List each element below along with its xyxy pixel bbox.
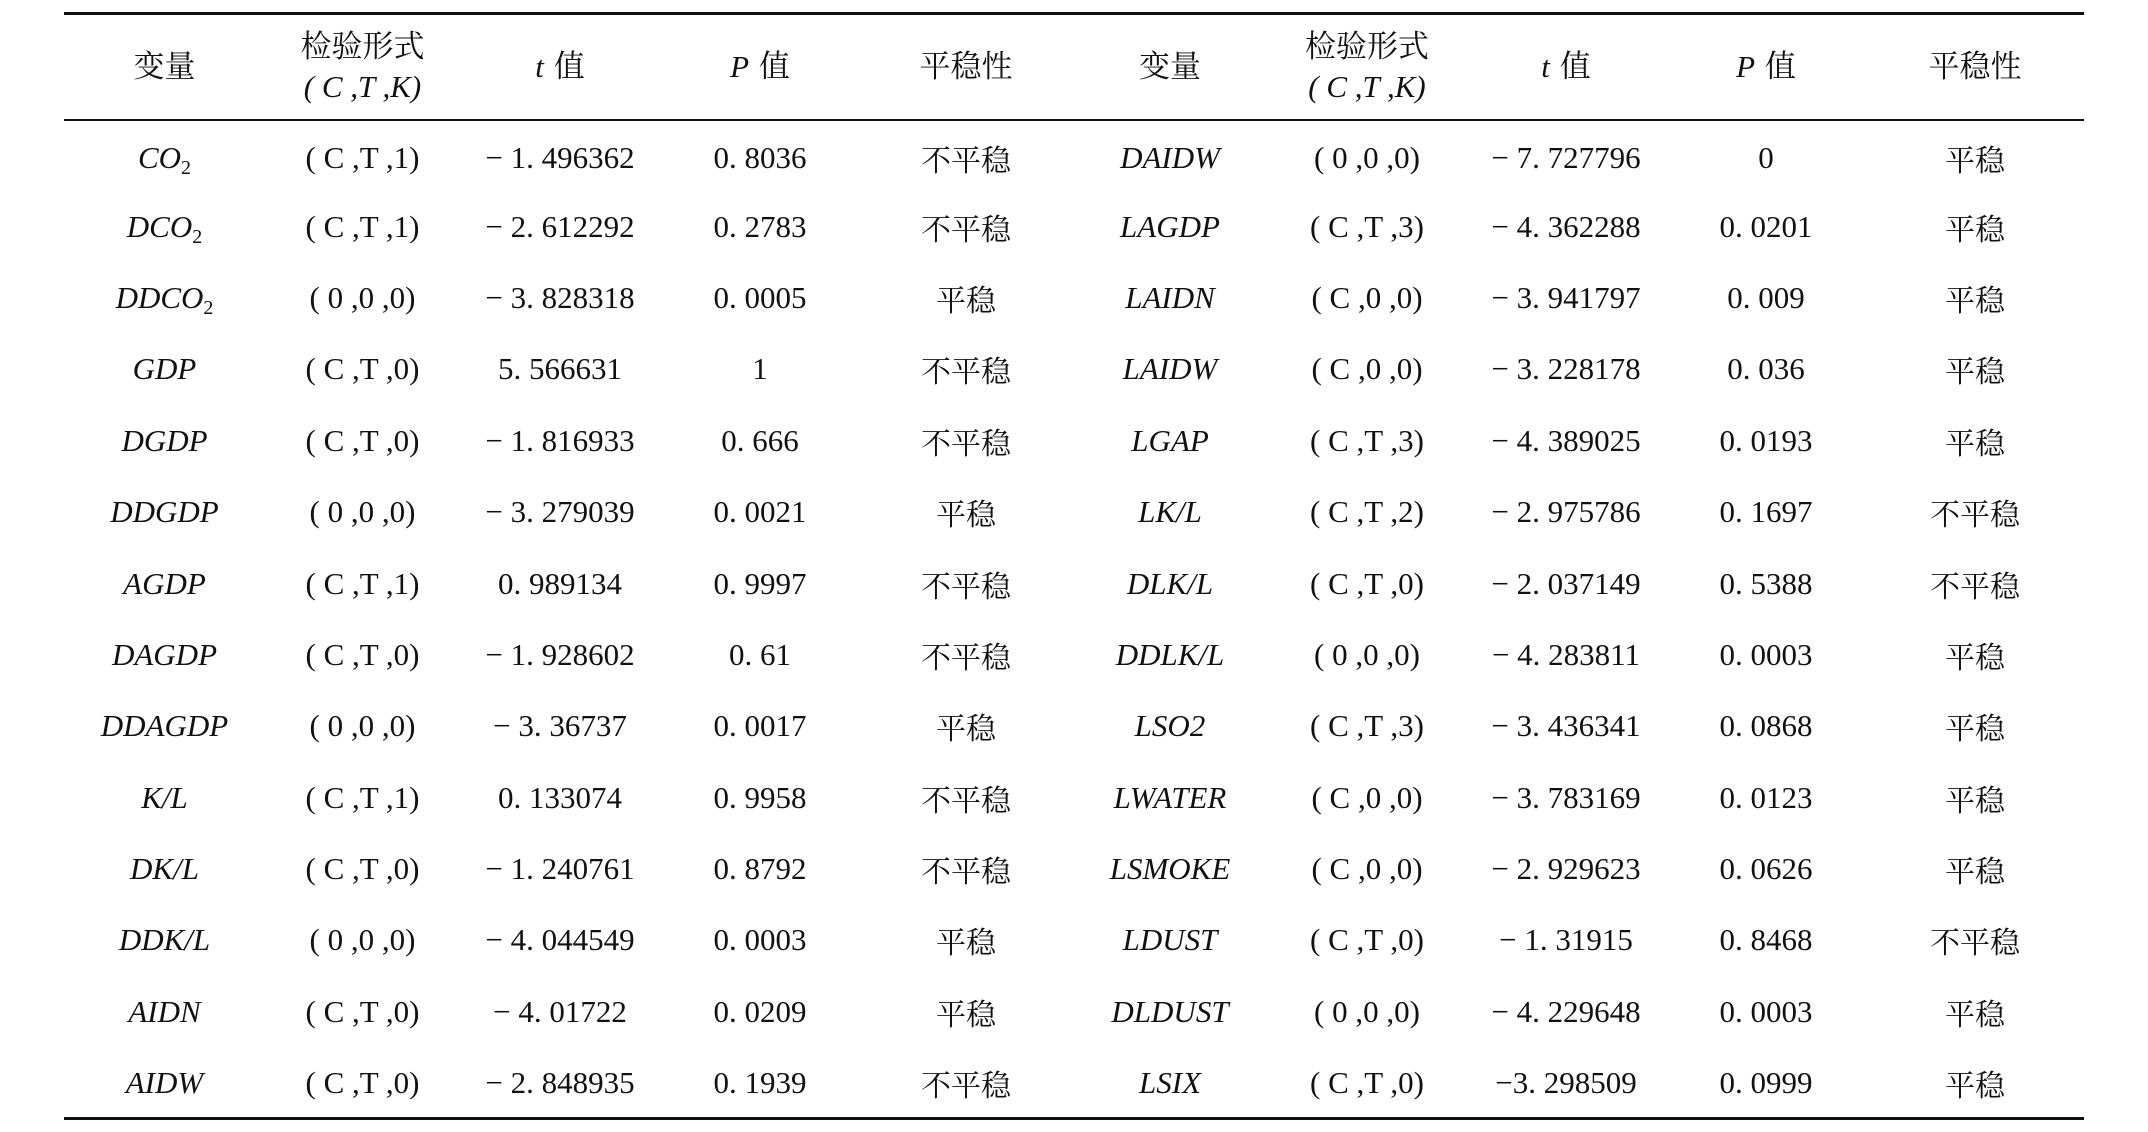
variable-name: LGAP	[1131, 422, 1209, 458]
test-form-cell: ( 0 ,0 ,0)	[309, 279, 416, 315]
t-value-cell: − 2. 037149	[1491, 565, 1641, 601]
stationarity-cell: 平稳	[1945, 1068, 2005, 1104]
variable-cell	[1072, 476, 1268, 547]
p-value-cell: 0. 8468	[1719, 922, 1813, 958]
stationarity-cell: 不平稳	[921, 569, 1011, 605]
t-value-cell: − 1. 240761	[485, 851, 635, 887]
test-form-cell: ( C ,T ,1)	[305, 139, 420, 175]
test-form-cell: ( C ,T ,0)	[305, 1064, 420, 1100]
test-form-cell: ( 0 ,0 ,0)	[309, 708, 416, 744]
variable-cell	[64, 691, 265, 762]
variable-name: DK/L	[130, 851, 199, 887]
header-variable: 变量	[133, 48, 196, 85]
table-row	[64, 405, 2084, 476]
variable-cell	[1072, 833, 1268, 904]
t-value-cell: − 3. 436341	[1491, 708, 1641, 744]
t-value-cell: − 4. 283811	[1491, 636, 1641, 672]
variable-cell	[64, 476, 265, 547]
stationarity-cell: 不平稳	[1930, 498, 2020, 534]
variable-cell	[64, 262, 265, 333]
stationarity-cell: 平稳	[1945, 355, 2005, 391]
t-value-cell: − 4. 362288	[1491, 208, 1641, 244]
p-value-cell: 0. 8792	[713, 851, 807, 887]
variable-name: DAGDP	[111, 636, 218, 672]
unit-root-test-table-container	[64, 12, 2084, 1120]
test-form-cell: ( C ,T ,1)	[305, 565, 420, 601]
t-value-cell: 5. 566631	[498, 351, 622, 387]
stationarity-cell: 平稳	[1945, 783, 2005, 819]
test-form-cell: ( C ,T ,3)	[1310, 708, 1424, 744]
variable-cell	[64, 405, 265, 476]
variable-name: LAIDW	[1122, 351, 1218, 387]
t-value-cell: − 2. 612292	[485, 208, 635, 244]
test-form-cell: ( C ,T ,3)	[1310, 422, 1424, 458]
variable-name: DDGDP	[110, 494, 219, 530]
t-value-cell: − 3. 36737	[493, 708, 627, 744]
stationarity-cell: 平稳	[1945, 640, 2005, 676]
t-value-cell: −3. 298509	[1495, 1064, 1637, 1100]
p-value-cell: 0. 0868	[1719, 708, 1813, 744]
table-row	[64, 619, 2084, 690]
test-form-cell: ( C ,0 ,0)	[1311, 851, 1423, 887]
variable-name: AIDW	[125, 1064, 204, 1100]
test-form-cell: ( 0 ,0 ,0)	[309, 494, 416, 530]
variable-name: DDLK/L	[1115, 636, 1225, 672]
p-value-cell: 0. 9997	[713, 565, 807, 601]
header-p-value: P 值	[730, 48, 790, 85]
test-form-cell: ( C ,T ,0)	[305, 351, 420, 387]
stationarity-cell: 不平稳	[1930, 926, 2020, 962]
variable-cell	[64, 120, 265, 191]
t-value-cell: − 3. 783169	[1491, 779, 1641, 815]
table-row	[64, 262, 2084, 333]
t-value-cell: − 3. 941797	[1491, 279, 1641, 315]
variable-cell	[1072, 691, 1268, 762]
p-value-cell: 0. 0201	[1719, 208, 1813, 244]
p-value-cell: 0. 0005	[713, 279, 807, 315]
variable-cell	[64, 762, 265, 833]
p-value-cell: 0. 2783	[713, 208, 807, 244]
header-test-form	[265, 14, 460, 120]
table-row	[64, 120, 2084, 191]
test-form-cell: ( C ,0 ,0)	[1311, 779, 1423, 815]
header-t-value: t 值	[535, 48, 585, 85]
header-p-value: P 值	[1736, 48, 1796, 85]
variable-name: LSO2	[1134, 708, 1206, 744]
variable-name: LAIDN	[1125, 279, 1215, 315]
variable-name: DLDUST	[1111, 993, 1229, 1029]
variable-cell	[64, 1048, 265, 1119]
t-value-cell: 0. 989134	[498, 565, 622, 601]
stationarity-cell: 平稳	[1945, 997, 2005, 1033]
variable-name: DCO	[126, 208, 193, 244]
table-row	[64, 548, 2084, 619]
header-stationarity: 平稳性	[1928, 48, 2022, 85]
variable-cell	[1072, 405, 1268, 476]
test-form-cell: ( C ,T ,0)	[305, 422, 420, 458]
variable-cell	[1072, 120, 1268, 191]
variable-name: LSIX	[1139, 1064, 1201, 1100]
variable-name: DDAGDP	[100, 708, 229, 744]
t-value-cell: − 2. 848935	[485, 1064, 635, 1100]
variable-cell	[64, 334, 265, 405]
stationarity-cell: 平稳	[1945, 283, 2005, 319]
variable-name: DAIDW	[1120, 139, 1220, 175]
variable-cell	[1072, 905, 1268, 976]
stationarity-cell: 不平稳	[921, 426, 1011, 462]
stationarity-cell: 平稳	[936, 926, 996, 962]
header-test-form-title: 检验形式	[300, 28, 425, 65]
p-value-cell: 0. 9958	[713, 779, 807, 815]
variable-name: DLK/L	[1126, 565, 1214, 601]
p-value-cell: 0. 0003	[1719, 636, 1813, 672]
test-form-cell: ( C ,T ,0)	[305, 636, 420, 672]
t-value-cell: − 2. 929623	[1491, 851, 1641, 887]
stationarity-cell: 平稳	[1945, 143, 2005, 179]
p-value-cell: 0. 1939	[713, 1064, 807, 1100]
table-body	[64, 120, 2084, 1119]
variable-cell	[64, 548, 265, 619]
test-form-cell: ( C ,T ,3)	[1310, 208, 1424, 244]
t-value-cell: − 3. 828318	[485, 279, 635, 315]
header-test-form-title: 检验形式	[1305, 28, 1429, 65]
header-test-form-params: ( C ,T ,K)	[303, 68, 422, 104]
variable-cell	[64, 976, 265, 1047]
test-form-cell: ( C ,0 ,0)	[1311, 279, 1423, 315]
variable-cell	[1072, 548, 1268, 619]
p-value-cell: 0. 8036	[713, 139, 807, 175]
t-value-cell: − 2. 975786	[1491, 494, 1641, 530]
p-value-cell: 0. 666	[721, 422, 799, 458]
variable-cell	[1072, 1048, 1268, 1119]
variable-name: GDP	[132, 351, 197, 387]
variable-subscript: 2	[181, 156, 192, 179]
stationarity-cell: 不平稳	[921, 143, 1011, 179]
stationarity-cell: 不平稳	[921, 212, 1011, 248]
table-row	[64, 762, 2084, 833]
stationarity-cell: 不平稳	[1930, 569, 2020, 605]
test-form-cell: ( C ,T ,0)	[1310, 922, 1424, 958]
header-row	[64, 14, 2084, 120]
stationarity-cell: 不平稳	[921, 783, 1011, 819]
p-value-cell: 0. 0021	[713, 494, 807, 530]
test-form-cell: ( 0 ,0 ,0)	[1314, 139, 1420, 175]
t-value-cell: 0. 133074	[498, 779, 622, 815]
variable-name: LSMOKE	[1109, 851, 1231, 887]
test-form-cell: ( C ,T ,0)	[305, 993, 420, 1029]
variable-cell	[64, 619, 265, 690]
header-test-form	[1268, 14, 1466, 120]
stationarity-cell: 平稳	[1945, 855, 2005, 891]
stationarity-cell: 不平稳	[921, 640, 1011, 676]
stationarity-cell: 不平稳	[921, 355, 1011, 391]
stationarity-cell: 不平稳	[921, 1068, 1011, 1104]
stationarity-cell: 平稳	[1945, 212, 2005, 248]
p-value-cell: 0. 0003	[713, 922, 807, 958]
p-value-cell: 1	[752, 351, 768, 387]
p-value-cell: 0. 1697	[1719, 494, 1813, 530]
t-value-cell: − 1. 31915	[1499, 922, 1633, 958]
variable-cell	[64, 833, 265, 904]
test-form-cell: ( 0 ,0 ,0)	[309, 922, 416, 958]
t-value-cell: − 4. 389025	[1491, 422, 1641, 458]
variable-name: CO	[137, 139, 182, 175]
t-value-cell: − 7. 727796	[1491, 139, 1641, 175]
t-value-cell: − 3. 279039	[485, 494, 635, 530]
variable-name: DGDP	[121, 422, 208, 458]
variable-cell	[1072, 762, 1268, 833]
header-t-value: t 值	[1541, 48, 1591, 85]
variable-cell	[1072, 191, 1268, 262]
test-form-cell: ( C ,T ,0)	[305, 851, 420, 887]
table-row	[64, 976, 2084, 1047]
t-value-cell: − 1. 816933	[485, 422, 635, 458]
t-value-cell: − 4. 229648	[1491, 993, 1641, 1029]
variable-subscript: 2	[203, 296, 214, 319]
header-test-form-params: ( C ,T ,K)	[1308, 68, 1426, 104]
p-value-cell: 0. 5388	[1719, 565, 1813, 601]
t-value-cell: − 1. 496362	[485, 139, 635, 175]
p-value-cell: 0. 61	[729, 636, 791, 672]
p-value-cell: 0. 0209	[713, 993, 807, 1029]
p-value-cell: 0. 009	[1727, 279, 1805, 315]
t-value-cell: − 4. 044549	[485, 922, 635, 958]
p-value-cell: 0. 0003	[1719, 993, 1813, 1029]
table-row	[64, 334, 2084, 405]
test-form-cell: ( C ,T ,0)	[1310, 565, 1424, 601]
header-variable: 变量	[1139, 48, 1201, 85]
table-row	[64, 691, 2084, 762]
variable-name: DDCO	[115, 279, 204, 315]
variable-name: DDK/L	[118, 922, 211, 958]
table-row	[64, 1048, 2084, 1119]
variable-name: AIDN	[128, 993, 201, 1029]
variable-cell	[1072, 976, 1268, 1047]
t-value-cell: − 1. 928602	[485, 636, 635, 672]
stationarity-cell: 平稳	[936, 997, 996, 1033]
variable-cell	[1072, 334, 1268, 405]
test-form-cell: ( C ,T ,1)	[305, 779, 420, 815]
stationarity-cell: 平稳	[1945, 426, 2005, 462]
variable-cell	[64, 905, 265, 976]
variable-name: LWATER	[1113, 779, 1227, 815]
header-stationarity: 平稳性	[919, 48, 1013, 85]
t-value-cell: − 4. 01722	[493, 993, 627, 1029]
table-row	[64, 191, 2084, 262]
test-form-cell: ( 0 ,0 ,0)	[1314, 993, 1420, 1029]
test-form-cell: ( C ,T ,1)	[305, 208, 420, 244]
stationarity-cell: 平稳	[936, 283, 996, 319]
stationarity-cell: 不平稳	[921, 855, 1011, 891]
variable-name: LDUST	[1122, 922, 1218, 958]
p-value-cell: 0. 0999	[1719, 1064, 1813, 1100]
test-form-cell: ( C ,T ,0)	[1310, 1064, 1424, 1100]
p-value-cell: 0. 0017	[713, 708, 807, 744]
stationarity-cell: 平稳	[936, 498, 996, 534]
variable-cell	[64, 191, 265, 262]
variable-name: LAGDP	[1120, 208, 1220, 244]
variable-subscript: 2	[192, 225, 203, 248]
unit-root-test-table	[64, 12, 2084, 1120]
test-form-cell: ( 0 ,0 ,0)	[1314, 636, 1420, 672]
variable-cell	[1072, 619, 1268, 690]
p-value-cell: 0. 0193	[1719, 422, 1813, 458]
test-form-cell: ( C ,0 ,0)	[1311, 351, 1423, 387]
t-value-cell: − 3. 228178	[1491, 351, 1641, 387]
variable-name: AGDP	[123, 565, 206, 601]
table-row	[64, 476, 2084, 547]
stationarity-cell: 平稳	[1945, 712, 2005, 748]
test-form-cell: ( C ,T ,2)	[1310, 494, 1424, 530]
table-row	[64, 905, 2084, 976]
variable-name: LK/L	[1138, 494, 1202, 530]
p-value-cell: 0. 0626	[1719, 851, 1813, 887]
p-value-cell: 0. 036	[1727, 351, 1805, 387]
p-value-cell: 0. 0123	[1719, 779, 1813, 815]
variable-cell	[1072, 262, 1268, 333]
table-row	[64, 833, 2084, 904]
stationarity-cell: 平稳	[936, 712, 996, 748]
p-value-cell: 0	[1758, 139, 1774, 175]
variable-name: K/L	[141, 779, 188, 815]
